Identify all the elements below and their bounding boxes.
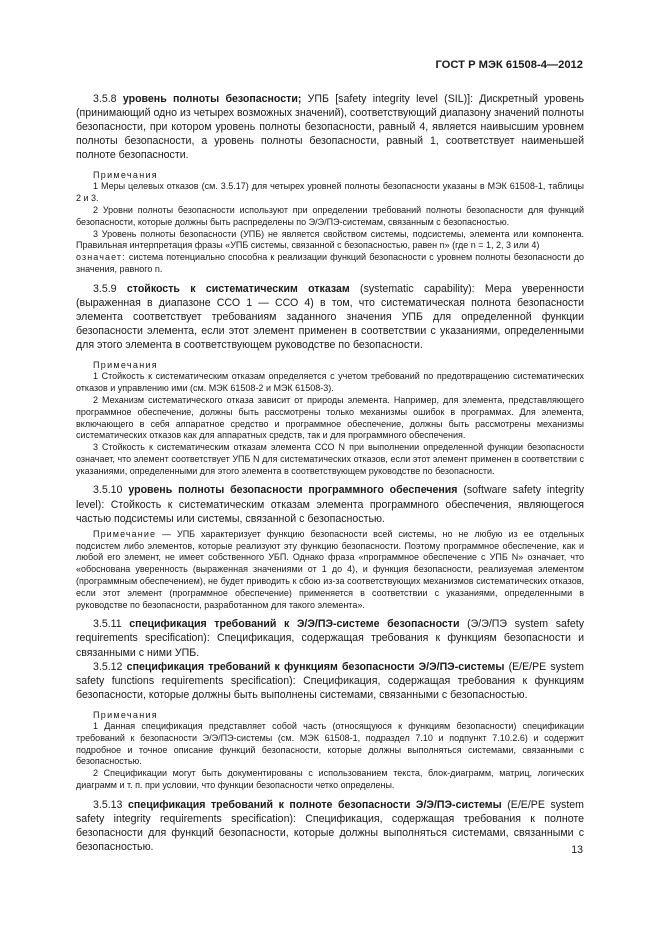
clause-3-5-10 (76, 483, 584, 525)
page-number: 13 (571, 844, 583, 856)
clause-text: (E/E/PE system safety functions requirements specification): Спецификация, содержащая требования к функциям безопасности, которые должны быть выполнены системами, связанными с безопасностью. (76, 660, 584, 701)
note-item: 2 Механизм систематического отказа зависит от природы элемента. Например, для элемента, представляющего программное обеспечение, должны быть рассмотрены только механизмы ошибок в программах. Для элемента, включающего в себя аппаратное средство и программное обеспечение, должны быть рассмотрены механизмы систематических отказов как для аппаратных средств, так и для программного обеспечения. (76, 394, 584, 441)
clause-term: стойкость к систематическим отказам (126, 282, 350, 295)
clause-number: 3.5.13 (93, 798, 123, 811)
note-item-continuation (76, 252, 584, 276)
note-text: система потенциально способна к реализации функций безопасности с уровнем полноты безопасности до значения, равного n. (76, 252, 584, 275)
note-item: 3 Уровень полноты безопасности (УПБ) не является свойством системы, подсистемы, элемента или компонента. Правильная интерпретация фразы «УПБ системы, связанной с безопасностью, равен n» (где n = 1, 2, 3 или 4) (76, 228, 584, 251)
clause-3-5-13 (76, 798, 584, 854)
document-header: ГОСТ Р МЭК 61508-4—2012 (435, 59, 583, 71)
clause-text: (Э/Э/ПЭ system safety requirements specification): Спецификация, содержащая требования к функциям безопасности и связанными с ними УПБ. (76, 618, 584, 659)
clause-3-5-12 (76, 660, 584, 702)
clause-3-5-11 (76, 617, 584, 659)
clause-3-5-9 (76, 282, 584, 352)
clause-number: 3.5.9 (93, 282, 117, 295)
notes-heading: Примечания (93, 709, 158, 720)
note-item: 1 Стойкость к систематическим отказам определяется с учетом требований по предотвращению систематических отказов и управлению ими (см. МЭК 61508-2 и МЭК 61508-3). (76, 371, 584, 394)
clause-text: (E/E/PE system safety integrity requirements specification): Спецификация, содержащая требования к полноте безопасности для функций безопасности, которые должны выполняться системами, связанными с безопасностью. (76, 798, 585, 853)
clause-3-5-8 (76, 92, 584, 162)
clause-term: спецификация требований к полноте безопасности Э/Э/ПЭ-системы (128, 798, 502, 811)
note-item: 3 Стойкость к систематическим отказам элемента ССО N при выполнении определенной функции безопасности означает, что элемент соответствует УПБ N для систематических отказов, если этот элемент применен в соответствии с указаниями, определенными для этого элемента в соответствующем руководстве по безопасности. (76, 442, 584, 476)
clause-number: 3.5.12 (93, 660, 123, 673)
note-text: — УПБ характеризует функцию безопасности всей системы, но не любую из ее отдельных подсистем либо элементов, которые реализуют эту функцию безопасности. Поэтому программное обеспечение, как и любой его элемент, не имеет собственного УБП. Однако фраза «программное обеспечение с УПБ N» означает, что «обоснована уверенность (выраженная значениями от 1 до 4), и функция безопасности, реализуемая элементом (программным обеспечением), не будет приводить к сбою из-за соответствующих механизмов систематических отказов, если этот элемент (программное обеспечение) применяется в соответствии с указаниями, определенными в руководстве по безопасности, разработанном для такого элемента». (76, 528, 584, 610)
note-single (76, 529, 584, 612)
page-content (76, 92, 584, 854)
note-label: означает: (76, 252, 126, 263)
notes-heading: Примечания (93, 360, 158, 371)
clause-number: 3.5.11 (93, 618, 122, 631)
clause-number: 3.5.10 (93, 484, 123, 497)
note-item: 2 Уровни полноты безопасности используют при определении требований полноты безопасности для функций безопасности, которые должны быть распределены по Э/Э/ПЭ-системам, связанным с безопасностью. (76, 205, 584, 227)
clause-term: спецификация требований к Э/Э/ПЭ-системе безопасности (129, 618, 460, 631)
clause-number: 3.5.8 (93, 93, 117, 105)
clause-term: уровень полноты безопасности; (122, 93, 302, 105)
note-item: 1 Меры целевых отказов (см. 3.5.17) для четырех уровней полноты безопасности указаны в МЭК 61508-1, таблицы 2 и 3. (76, 181, 584, 204)
clause-text: УПБ [safety integrity level (SIL)]: Дискретный уровень (принимающий одно из четырех возможных значений), соответствующий диапазону значений полноты безопасности, при котором уровень полноты безопасности, равный 4, является наивысшим уровнем полноты безопасности, а уровень полноты безопасности, равный 1, соответствует наименьшей полноте безопасности. (76, 93, 584, 162)
clause-term: спецификация требований к функциям безопасности Э/Э/ПЭ-системы (126, 660, 505, 673)
clause-text: (software safety integrity level): Стойкость к систематическим отказам элемента программного обеспечения, являющегося частью подсистемы или системы, связанной с безопасностью. (76, 484, 584, 525)
note-label: Примечание (93, 528, 157, 539)
clause-term: уровень полноты безопасности программного обеспечения (128, 484, 458, 497)
note-item: 1 Данная спецификация представляет собой часть (относящуюся к функциям безопасности) спецификации требований к безопасности Э/Э/ПЭ-системы (см. МЭК 61508-1, подраздел 7.10 и подпункт 7.10.2.6) и содержит подробное и точное описание функций безопасности, которые должны выполняться системами, связанными с безопасностью. (76, 720, 584, 767)
clause-text: (systematic capability): Мера уверенности (выраженная в диапазоне ССО 1 — ССО 4) в том, что систематическая полнота безопасности элемента соответствует требованиям заданного значения УПБ для определенной функции безопасности элемента, если этот элемент применен в соответствии с указаниями, определенными для этого элемента в соответствующем руководстве по безопасности. (76, 282, 584, 352)
note-item: 2 Спецификации могут быть документированы с использованием текста, блок-диаграмм, матриц, логических диаграмм и т. п. при условии, что функции безопасности четко определены. (76, 768, 584, 790)
notes-heading: Примечания (93, 170, 158, 181)
